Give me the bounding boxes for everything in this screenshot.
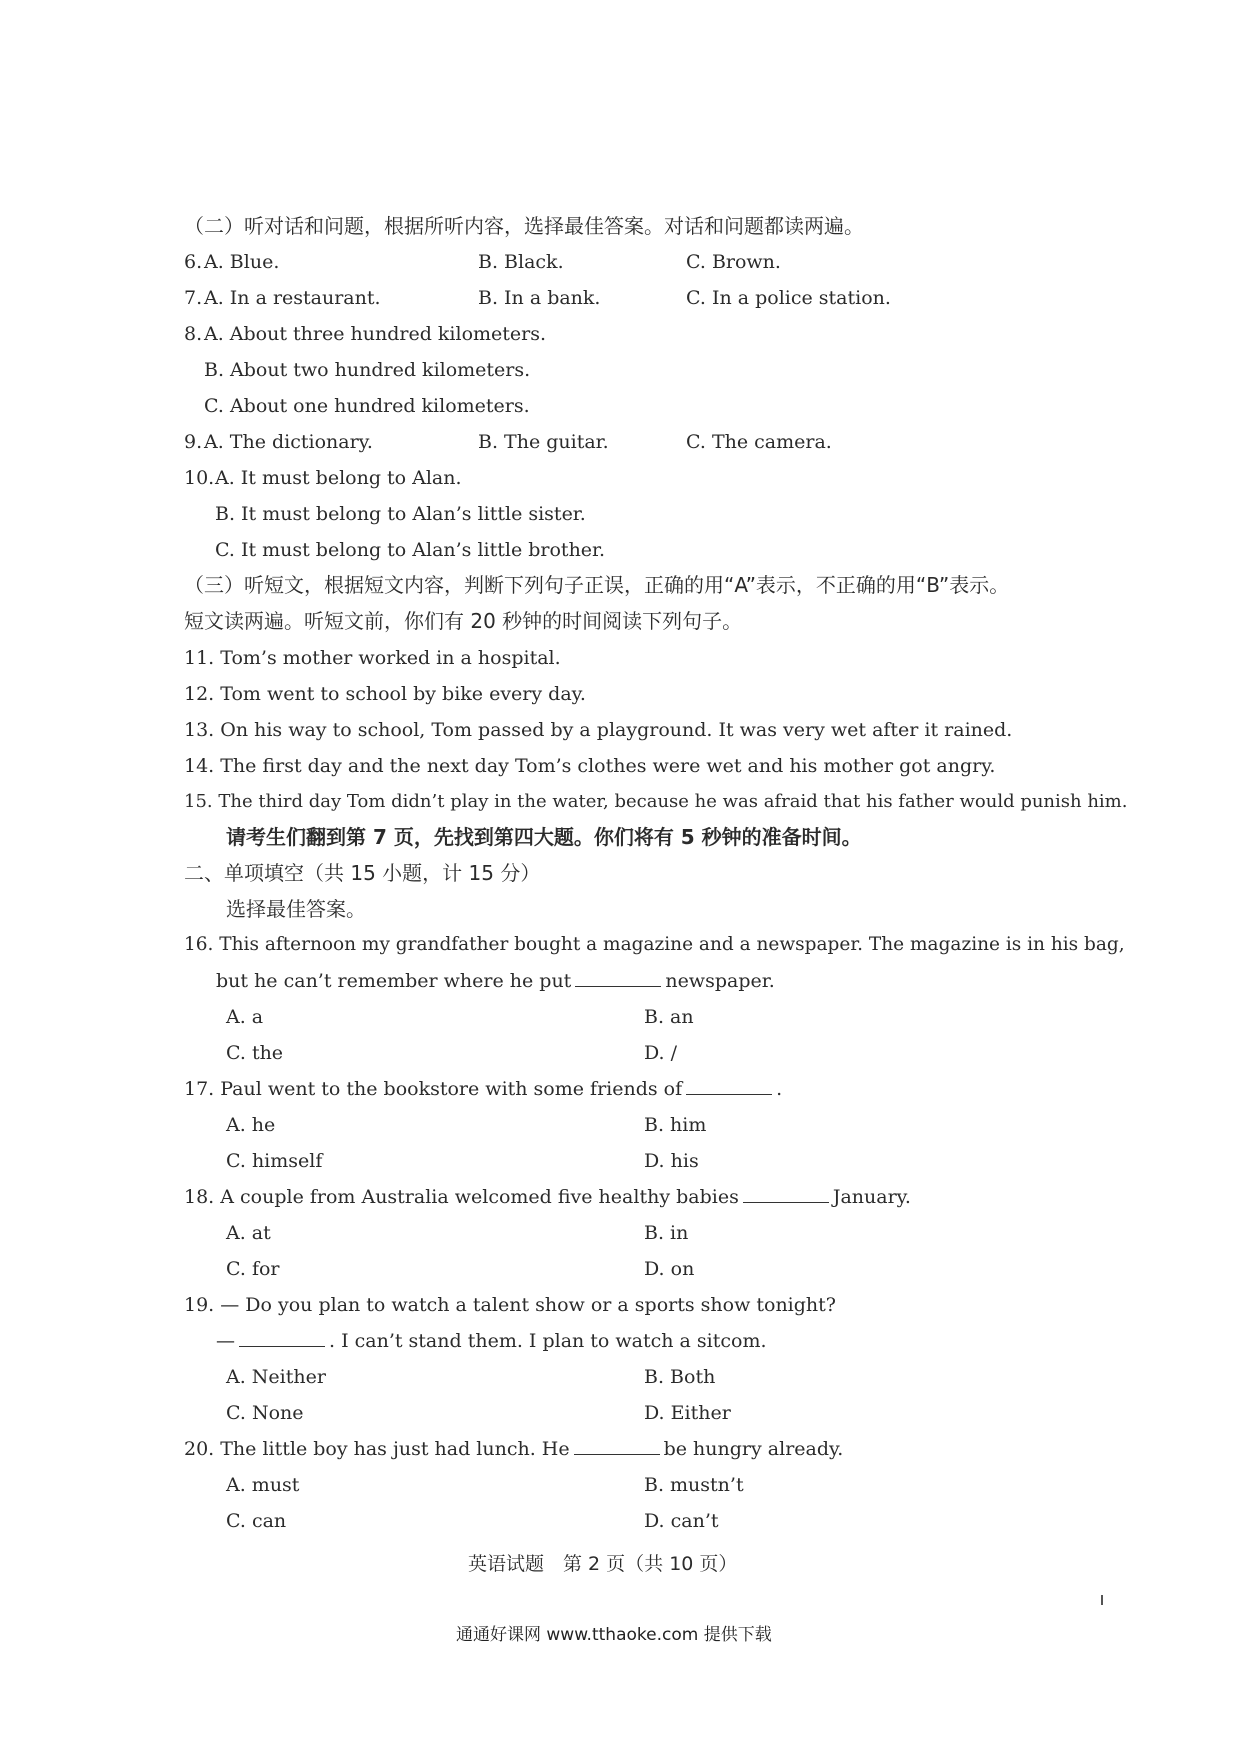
q20-stem-post: be hungry already. (663, 1438, 844, 1460)
q16-option-d: D. / (644, 1042, 678, 1064)
q19-stem-post: . I can’t stand them. I plan to watch a sitcom. (329, 1330, 767, 1352)
turn-page-instruction: 请考生们翻到第 7 页，先找到第四大题。你们将有 5 秒钟的准备时间。 (226, 825, 862, 849)
q18-stem-pre: 18. A couple from Australia welcomed five healthy babies (184, 1186, 739, 1208)
source-watermark: 通通好课网 www.tthaoke.com 提供下载 (456, 1625, 772, 1645)
q6-option-b: B. Black. (478, 251, 564, 273)
q20-stem (184, 1436, 843, 1462)
part2-title: 二、单项填空（共 15 小题，计 15 分） (184, 861, 541, 885)
q17-blank (686, 1076, 772, 1095)
q19-option-c: C. None (226, 1402, 304, 1424)
q17-option-d: D. his (644, 1150, 699, 1172)
q10-option-c: C. It must belong to Alan’s little brother. (215, 539, 606, 561)
section3-header-line1: （三）听短文，根据短文内容，判断下列句子正误，正确的用“A”表示，不正确的用“B”表示。 (184, 573, 1010, 597)
q17-option-b: B. him (644, 1114, 707, 1136)
q20-option-c: C. can (226, 1510, 287, 1532)
q7-num: 7. (184, 287, 203, 309)
q16-stem-line1: 16. This afternoon my grandfather bought a magazine and a newspaper. The magazine is in his bag, (184, 934, 1125, 955)
q9-num: 9. (184, 431, 203, 453)
q7-option-c: C. In a police station. (686, 287, 891, 309)
q17-stem-post: . (776, 1078, 783, 1100)
q9-option-b: B. The guitar. (478, 431, 609, 453)
statement-14: 14. The first day and the next day Tom’s clothes were wet and his mother got angry. (184, 755, 996, 777)
q18-option-b: B. in (644, 1222, 689, 1244)
q19-blank (239, 1328, 325, 1347)
q19-option-d: D. Either (644, 1402, 731, 1424)
statement-12: 12. Tom went to school by bike every day. (184, 683, 586, 705)
part2-subtitle: 选择最佳答案。 (226, 897, 366, 921)
q8-option-c: C. About one hundred kilometers. (204, 395, 530, 417)
q20-option-b: B. mustn’t (644, 1474, 744, 1496)
q6-num: 6. (184, 251, 203, 273)
q19-stem-pre: — (216, 1330, 235, 1352)
q16-stem-post: newspaper. (665, 970, 775, 992)
q19-stem-line1: 19. — Do you plan to watch a talent show or a sports show tonight? (184, 1294, 836, 1316)
q9-option-c: C. The camera. (686, 431, 832, 453)
q18-option-d: D. on (644, 1258, 695, 1280)
q9-option-a: A. The dictionary. (204, 431, 373, 453)
q17-stem (184, 1076, 782, 1102)
q6-option-c: C. Brown. (686, 251, 781, 273)
section2-header: （二）听对话和问题，根据所听内容，选择最佳答案。对话和问题都读两遍。 (184, 214, 864, 238)
q6-option-a: A. Blue. (204, 251, 280, 273)
q8-option-b: B. About two hundred kilometers. (204, 359, 531, 381)
q16-option-c: C. the (226, 1042, 284, 1064)
q20-blank (574, 1436, 660, 1455)
q16-stem-pre: but he can’t remember where he put (216, 970, 572, 992)
q10-option-a: A. It must belong to Alan. (215, 467, 462, 489)
q18-blank (743, 1184, 829, 1203)
q18-option-a: A. at (226, 1222, 271, 1244)
q18-stem (184, 1184, 911, 1210)
margin-mark (1101, 1595, 1103, 1605)
q19-option-a: A. Neither (226, 1366, 326, 1388)
section3-header-line2: 短文读两遍。听短文前，你们有 20 秒钟的时间阅读下列句子。 (184, 609, 743, 633)
q16-option-a: A. a (226, 1006, 264, 1028)
q16-blank (575, 968, 661, 987)
q18-stem-post: January. (832, 1186, 911, 1208)
q10-option-b: B. It must belong to Alan’s little sister. (215, 503, 586, 525)
q17-stem-pre: 17. Paul went to the bookstore with some friends of (184, 1078, 683, 1100)
q20-stem-pre: 20. The little boy has just had lunch. He (184, 1438, 570, 1460)
q16-option-b: B. an (644, 1006, 694, 1028)
q19-option-b: B. Both (644, 1366, 716, 1388)
q20-option-a: A. must (226, 1474, 300, 1496)
q16-stem-line2 (216, 968, 775, 994)
page-footer: 英语试题 第 2 页（共 10 页） (468, 1553, 738, 1575)
statement-15: 15. The third day Tom didn’t play in the water, because he was afraid that his father would punish him. (184, 791, 1128, 812)
q10-num: 10. (184, 467, 215, 489)
q7-option-b: B. In a bank. (478, 287, 601, 309)
q18-option-c: C. for (226, 1258, 280, 1280)
q20-option-d: D. can’t (644, 1510, 719, 1532)
q19-stem-line2 (216, 1328, 767, 1354)
q7-option-a: A. In a restaurant. (204, 287, 381, 309)
statement-13: 13. On his way to school, Tom passed by a playground. It was very wet after it rained. (184, 719, 1013, 741)
q17-option-c: C. himself (226, 1150, 323, 1172)
q17-option-a: A. he (226, 1114, 276, 1136)
q8-num: 8. (184, 323, 203, 345)
statement-11: 11. Tom’s mother worked in a hospital. (184, 647, 561, 669)
q8-option-a: A. About three hundred kilometers. (204, 323, 547, 345)
